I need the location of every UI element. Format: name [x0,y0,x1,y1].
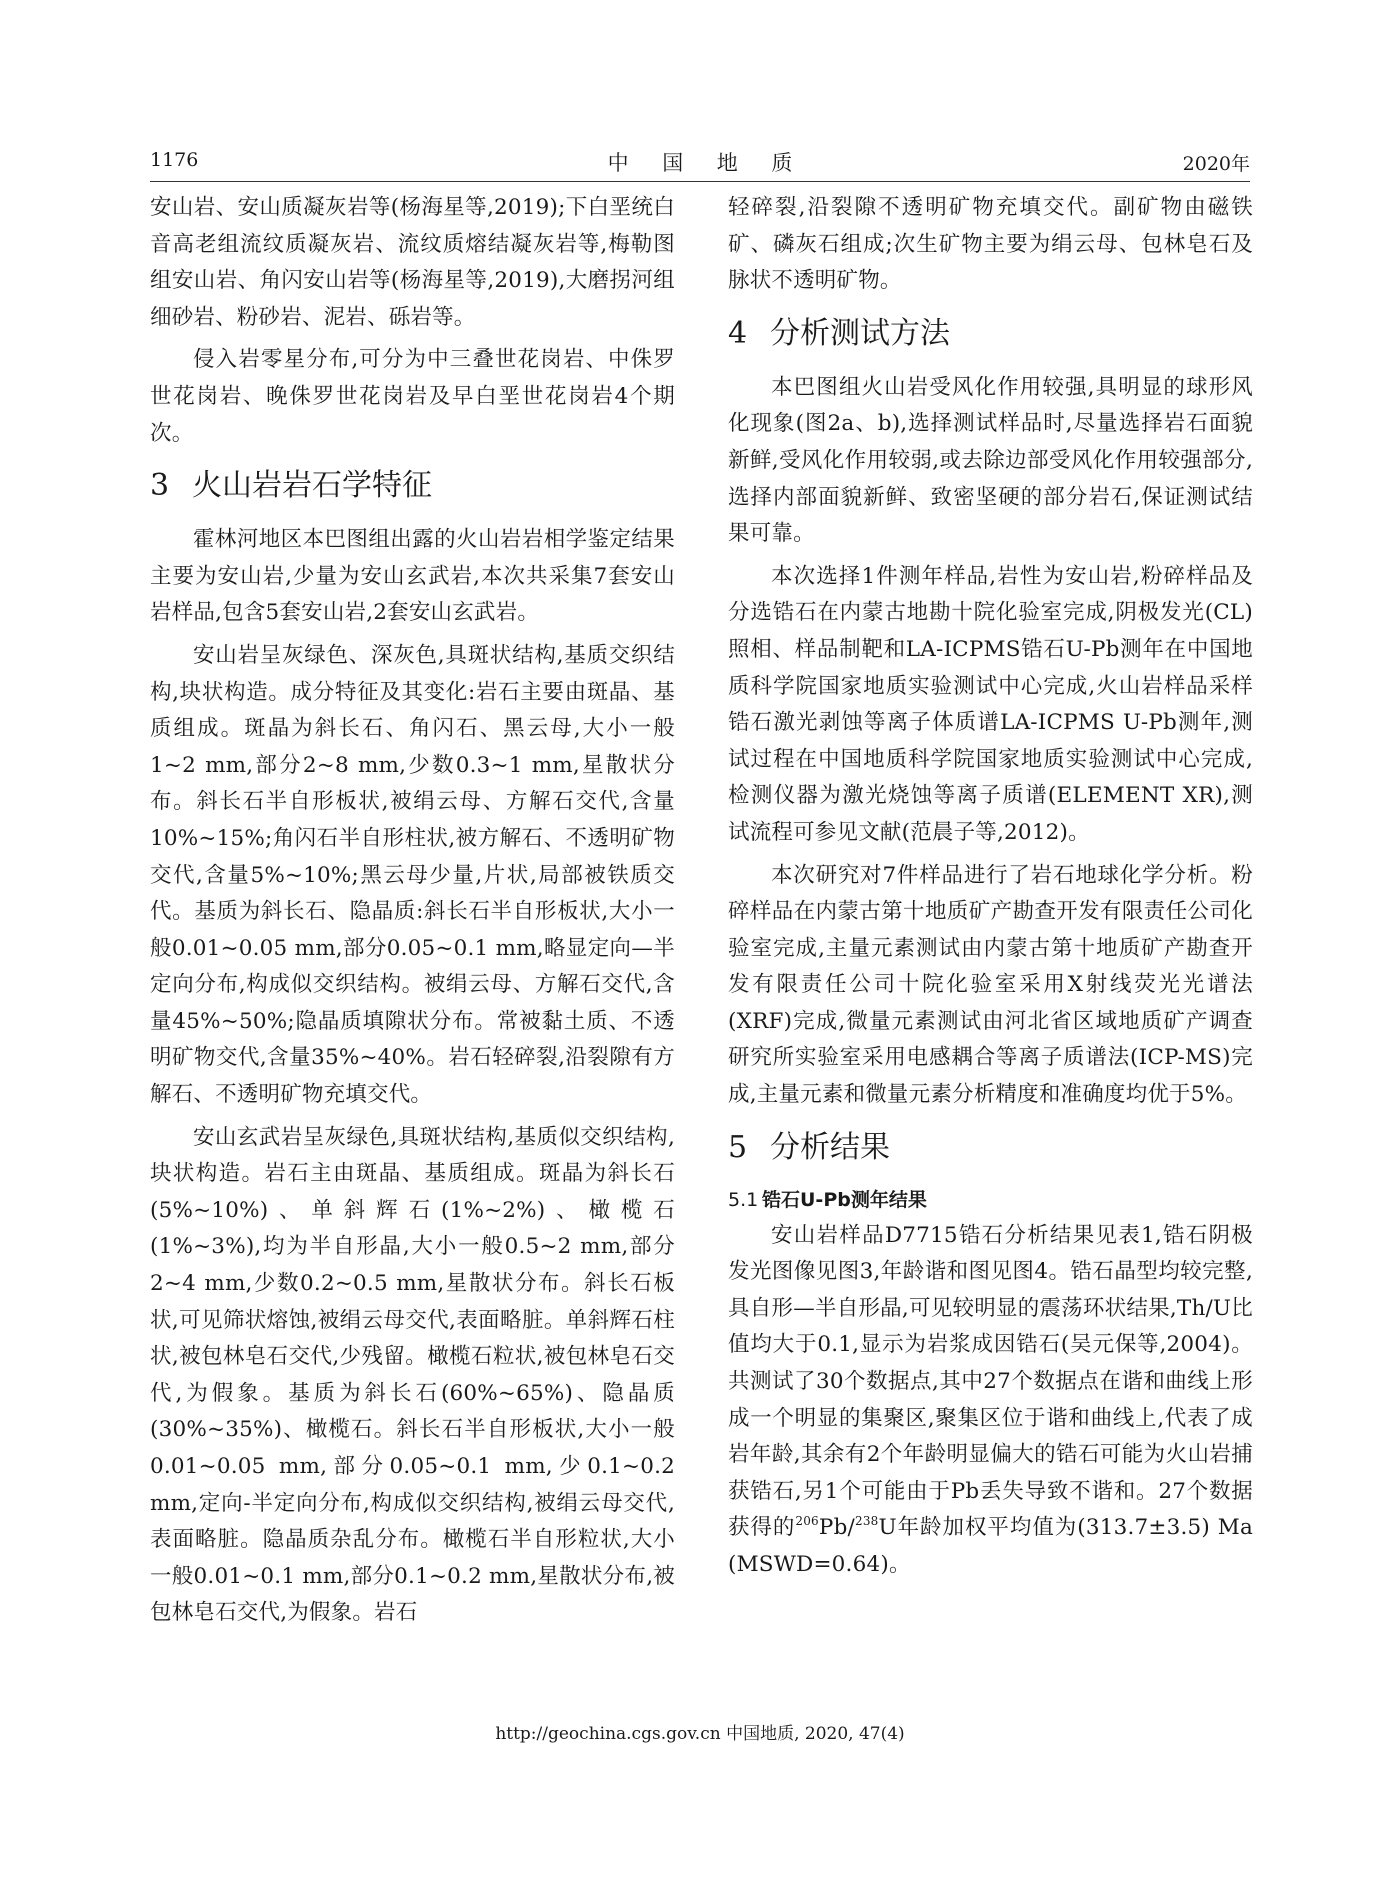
section-heading-3 [150,464,675,508]
section-heading-5 [728,1126,1253,1170]
isotope-text: Pb/ [818,1515,855,1541]
paragraph: 侵入岩零星分布,可分为中三叠世花岗岩、中侏罗世花岗岩、晚侏罗世花岗岩及早白垩世花岗岩4个期次。 [150,347,675,446]
paragraph: 本次选择1件测年样品,岩性为安山岩,粉碎样品及分选锆石在内蒙古地勘十院化验室完成,阴极发光(CL)照相、样品制靶和LA-ICPMS锆石U-Pb测年在中国地质科学院国家地质实验测试中心完成,火山岩样品采样锆石激光剥蚀等离子体质谱LA-ICPMS U-Pb测年,测试过程在中国地质科学院国家地质实验测试中心完成,检测仪器为激光烧蚀等离子质谱(ELEMENT XR),测试流程可参见文献(范晨子等,2012)。 [728,563,1253,845]
section-title: 分析测试方法 [770,315,950,351]
paragraph-text: 安山岩样品D7715锆石分析结果见表1,锆石阴极发光图像见图3,年龄谐和图见图4。锆石晶型均较完整,具自形—半自形晶,可见较明显的震荡环状结果,Th/U比值均大于0.1,显示为岩浆成因锆石(吴元保等,2004)。共测试了30个数据点,其中27个数据点在谐和曲线上形成一个明显的集聚区,聚集区位于谐和曲线上,代表了成岩年龄,其余有2个年龄明显偏大的锆石可能为火山岩捕获锆石,另1个可能由于Pb丢失导致不谐和。27个数据获得的 [728,1222,1253,1541]
page-number: 1176 [150,149,199,171]
paragraph: 安山岩、安山质凝灰岩等(杨海星等,2019);下白垩统白音高老组流纹质凝灰岩、流纹质熔结凝灰岩等,梅勒图组安山岩、角闪安山岩等(杨海星等,2019),大磨拐河组细砂岩、粉砂岩、泥岩、砾岩等。 [150,195,675,330]
subsection-title: 锆石U-Pb测年结果 [762,1188,927,1211]
paragraph: 安山玄武岩呈灰绿色,具斑状结构,基质似交织结构,块状构造。岩石主由斑晶、基质组成。斑晶为斜长石(5%~10%)、单斜辉石(1%~2%)、橄榄石(1%~3%),均为半自形晶,大小一般0.5~2 mm,部分2~4 mm,少数0.2~0.5 mm,星散状分布。斜长石板状,可见筛状熔蚀,被绢云母交代,表面略脏。单斜辉石柱状,被包林皂石交代,少残留。橄榄石粒状,被包林皂石交代,为假象。基质为斜长石(60%~65%)、隐晶质(30%~35%)、橄榄石。斜长石半自形板状,大小一般0.01~0.05 mm,部分0.05~0.1 mm,少0.1~0.2 mm,定向-半定向分布,构成似交织结构,被绢云母交代,表面略脏。隐晶质杂乱分布。橄榄石半自形粒状,大小一般0.01~0.1 mm,部分0.1~0.2 mm,星散状分布,被包林皂石交代,为假象。岩石 [150,1124,675,1626]
paragraph: 本巴图组火山岩受风化作用较强,具明显的球形风化现象(图2a、b),选择测试样品时,尽量选择岩石面貌新鲜,受风化作用较弱,或去除边部受风化作用较强部分,选择内部面貌新鲜、致密坚硬的部分岩石,保证测试结果可靠。 [728,374,1253,547]
right-column [728,190,1253,1590]
superscript-206: 206 [795,1514,819,1529]
section-title: 火山岩岩石学特征 [192,468,432,504]
section-title: 分析结果 [770,1129,890,1165]
section-number: 4 [728,315,748,351]
left-column [150,190,675,1638]
running-header [150,141,1250,182]
paragraph: 本次研究对7件样品进行了岩石地球化学分析。粉碎样品在内蒙古第十地质矿产勘查开发有限责任公司化验室完成,主量元素测试由内蒙古第十地质矿产勘查开发有限责任公司十院化验室采用X射线荧光光谱法(XRF)完成,微量元素测试由河北省区域地质矿产调查研究所实验室采用电感耦合等离子质谱法(ICP-MS)完成,主量元素和微量元素分析精度和准确度均优于5%。 [728,862,1253,1108]
paragraph [728,1218,1253,1584]
subsection-heading-5-1 [728,1184,1253,1216]
journal-title: 中国地质 [607,151,826,175]
paragraph: 安山岩呈灰绿色、深灰色,具斑状结构,基质交织结构,块状构造。成分特征及其变化:岩石主要由斑晶、基质组成。斑晶为斜长石、角闪石、黑云母,大小一般1~2 mm,部分2~8 mm,少数0.3~1 mm,星散状分布。斜长石半自形板状,被绢云母、方解石交代,含量10%~15%;角闪石半自形柱状,被方解石、不透明矿物交代,含量5%~10%;黑云母少量,片状,局部被铁质交代。基质为斜长石、隐晶质:斜长石半自形板状,大小一般0.01~0.05 mm,部分0.05~0.1 mm,略显定向—半定向分布,构成似交织结构。被绢云母、方解石交代,含量45%~50%;隐晶质填隙状分布。常被黏土质、不透明矿物交代,含量35%~40%。岩石轻碎裂,沿裂隙有方解石、不透明矿物充填交代。 [150,642,675,1108]
superscript-238: 238 [854,1514,879,1529]
section-heading-4 [728,312,1253,356]
section-number: 3 [150,468,170,504]
page-footer: http://geochina.cgs.gov.cn 中国地质, 2020, 47(4) [495,1724,905,1744]
paragraph: 轻碎裂,沿裂隙不透明矿物充填交代。副矿物由磁铁矿、磷灰石组成;次生矿物主要为绢云母、包林皂石及脉状不透明矿物。 [728,195,1253,294]
subsection-number: 5.1 [728,1188,759,1211]
section-number: 5 [728,1129,748,1165]
header-year: 2020年 [1182,153,1250,175]
paragraph: 霍林河地区本巴图组出露的火山岩岩相学鉴定结果主要为安山岩,少量为安山玄武岩,本次共采集7套安山岩样品,包含5套安山岩,2套安山玄武岩。 [150,527,675,626]
paragraph-text-tail: U年龄加权平均值为(313.7±3.5) Ma (MSWD=0.64)。 [728,1515,1254,1577]
